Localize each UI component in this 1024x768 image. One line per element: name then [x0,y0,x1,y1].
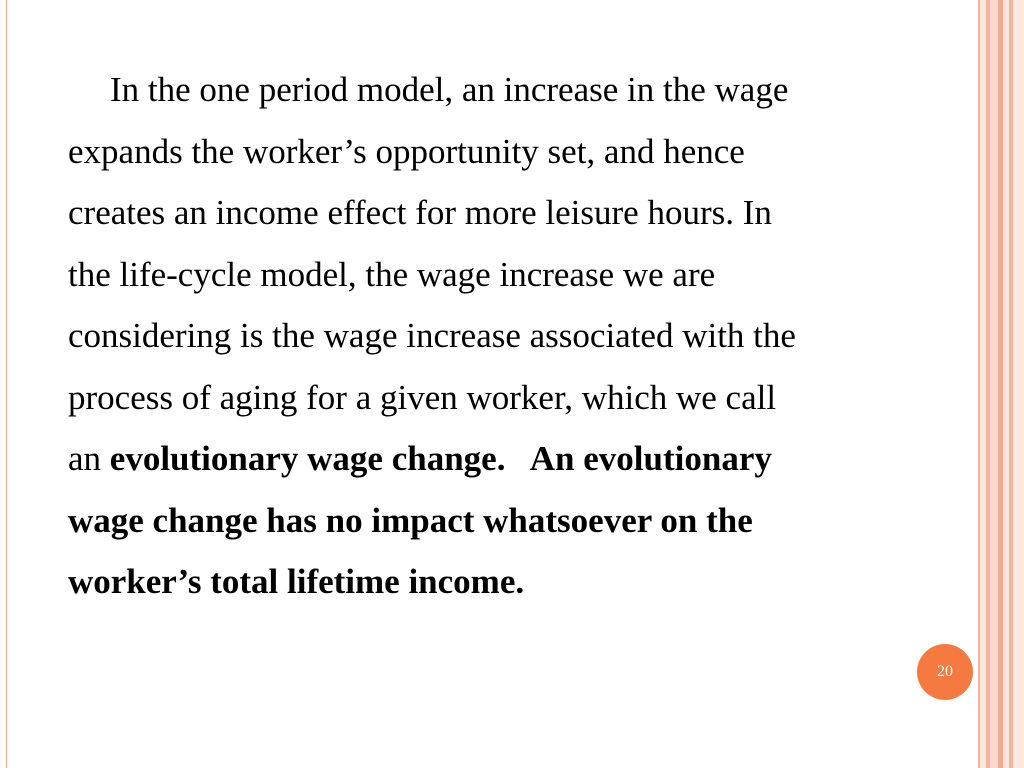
bold-text-line: worker’s total lifetime income. [68,562,525,601]
decorative-stripe [1013,0,1024,768]
slide-frame-left-line [6,0,7,768]
text-line: creates an income effect for more leisure hours. In [68,193,772,232]
text-line: In the one period model, an increase in the wage [110,70,789,109]
decorative-stripe [990,0,998,768]
text-line: process of aging for a given worker, which we call [68,377,777,417]
text-line: an [68,439,110,478]
text-line: considering is the wage increase associated with the [68,316,796,355]
text-line: expands the worker’s opportunity set, and hence [68,131,745,171]
body-paragraph [68,59,968,613]
page-number: 20 [937,663,953,680]
page-number-badge [917,644,973,700]
bold-text-line: evolutionary wage change. An evolutionary [109,439,772,478]
text-line: the life-cycle model, the wage increase we are [68,254,716,294]
bold-text-line: wage change has no impact whatsoever on the [68,500,753,540]
